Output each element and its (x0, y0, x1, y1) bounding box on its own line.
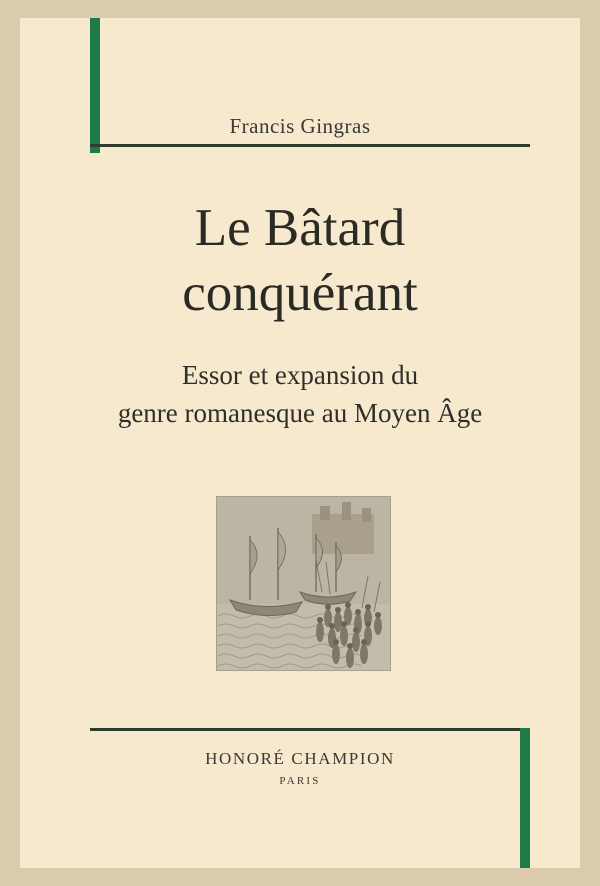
decorative-rule-horizontal-top (90, 144, 530, 147)
book-subtitle (20, 356, 580, 433)
title-line-2: conquérant (182, 263, 418, 322)
cover-illustration (216, 496, 391, 671)
medieval-ships-miniature-icon (216, 496, 391, 671)
title-line-1: Le Bâtard (194, 199, 406, 257)
book-cover (20, 18, 580, 868)
book-title (20, 196, 580, 325)
publisher-name: HONORÉ CHAMPION (205, 749, 395, 768)
subtitle-line-1: Essor et expansion du (181, 360, 419, 390)
author-name: Francis Gingras (229, 114, 371, 138)
subtitle-line-2: genre romanesque au Moyen Âge (117, 398, 483, 429)
decorative-rule-horizontal-bottom (90, 728, 530, 731)
publisher-city: PARIS (279, 775, 321, 787)
